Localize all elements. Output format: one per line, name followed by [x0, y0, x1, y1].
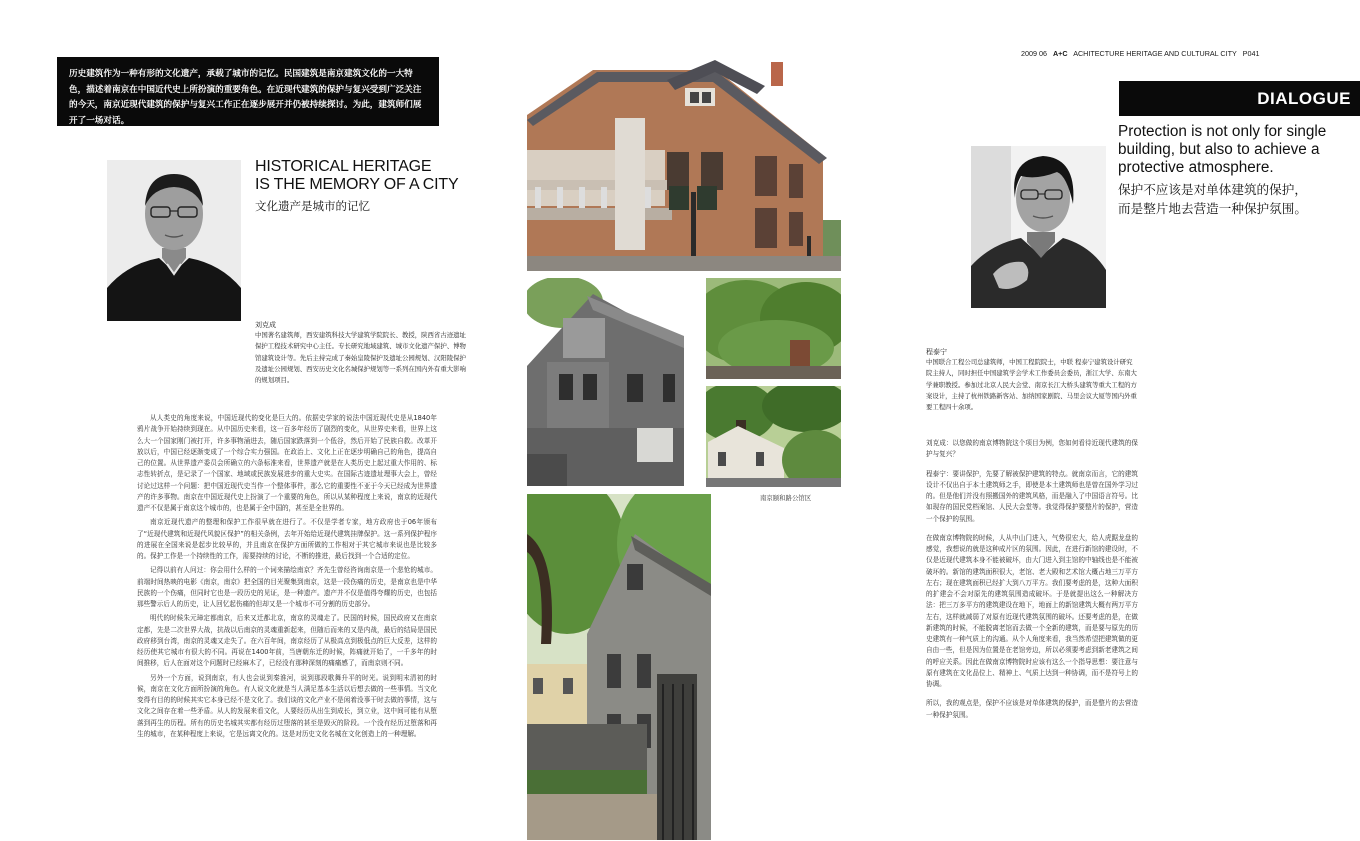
portrait-liu-kecheng — [107, 160, 241, 321]
dialogue-question: 刘克成：以您做的南京博物院这个项目为例，您如何看待近现代建筑的保护与复兴？ — [926, 439, 1138, 459]
header-section: ACHITECTURE HERITAGE AND CULTURAL CITY — [1073, 49, 1237, 58]
author-left-name: 刘克成 — [255, 321, 276, 329]
page-header — [1021, 49, 1259, 58]
intro-text: 历史建筑作为一种有形的文化遗产，承载了城市的记忆。民国建筑是南京建筑文化的一大特色，描述着南京在中国近代史上所扮演的重要角色。在近现代建筑的保护与复兴受到广泛关注的今天，南京近现代建筑的保护与复兴工作正在逐步展开并仍被持续探讨。为此，建筑师们展开了一场对话。 — [69, 69, 422, 126]
headline-cn: 文化遗产是城市的记忆 — [255, 199, 370, 213]
dialogue-answer: 程泰宁：要讲保护，先要了解被保护建筑的特点。就南京而言，它的建筑设计不仅出自于本土建筑师之手，即使是本土建筑师也是曾在国外学习过的。但是他们并没有照搬国外的建筑风格，而是融入了中国语言符号。比如现存的国民党档案馆、人民大会堂等。我觉得保护要整片的保护，营造一个保护的氛围。 — [926, 469, 1138, 523]
dialogue-answer: 所以，我的观点是，保护不应该是对单体建筑的保护，而是整片的去营造一种保护氛围。 — [926, 699, 1138, 719]
header-brand: A+C — [1052, 49, 1068, 58]
dialogue-label: DIALOGUE — [1257, 88, 1351, 108]
header-date: 2009 06 — [1021, 49, 1047, 58]
photo-caption: 南京颐和路公馆区 — [760, 494, 812, 502]
dialogue-answer: 在做南京博物院的时候，人从中山门进入，气势很宏大，给人虎踞龙盘的感觉，我想说的就是这种成片区的氛围。因此，在进行新馆的建设时，不仅是近现代建筑本身不能被破坏，由大门进入到主馆的中轴线也是不能被破坏的。新馆的建筑面积很大，老馆、老大殿和艺术馆大概占地三万平方左右；现在建筑面积已经扩大到八万平方。我们要考虑的是，这种大面积的扩建会不会对原先的建筑氛围造成破坏。于是就提出这么一种解决方法：把三万多平方的建筑建设在地下，地面上的新馆建筑大概有两万平方左右，这样就减弱了对原有近现代建筑氛围的破坏。还要考虑的是，在做新建筑的时候，不能脱离老馆而去做一个全新的建筑，而是要与原先的历史建筑有一种气质上的沟通。从个人角度来看，我当然希望把建筑做的更自由一些，但是因为位置是在老馆旁边，所以必须要考虑到新老建筑之间的呼应关系。因此在做南京博物院时应该有这么一个指导思想：要注意与原有建筑在文化品位上、精神上、气质上达到一种协调，而不是符号上的协调。 — [926, 533, 1138, 688]
author-right-bio: 中国联合工程公司总建筑师，中国工程院院士，中联 程泰宁建筑设计研究院主持人，同时担任中国建筑学会学术工作委员会委员，浙江大学、东南大学兼职教授。参加过北京人民大会堂、南京长江大桥头建筑等重大工程的方案设计，主持了杭州铁路新客站、加纳国家剧院、马里会议大厦等国内外重要工程四十余项。 — [926, 358, 1137, 412]
photo-ivy-wall — [706, 278, 841, 379]
author-right — [926, 347, 1138, 413]
author-right-name: 程泰宁 — [926, 348, 947, 356]
author-left — [255, 320, 468, 386]
portrait-cheng-taining — [971, 146, 1106, 308]
body-left — [137, 413, 437, 743]
headline-en-line1: HISTORICAL HERITAGE — [255, 158, 432, 175]
body-left-paragraph: 另外一个方面，说到南京，有人也会说到秦淮河，说到那段歌舞升平的时光。说到明末清初的时候，南京在文化方面所扮演的角色。有人说文化就是当人满足基本生活以后想去做的一些事情。当文化变得有目的的时候其实它本身已经不是文化了。我们谈的文化产业不是闲着没事干时去做的事情，这与文化之间存在着一些矛盾。从人的发展来看文化，人要经历从出生到成长，到立业，这中间可能有从堕落到再生的历程。所有的历史名城其实都有经历过堕落的甚至是毁灭的阶段。一个没有经历过堕落和再生的城市，在某种程度上来说，它是远离文化的。这是对历史文化名城在文化创造上的一种理解。 — [137, 673, 437, 738]
body-left-paragraph: 从人类史的角度来说，中国近现代的变化是巨大的。依据史学家的说法中国近现代史是从1840年鸦片战争开始持续到现在。从中国历史来看，这一百多年经历了剧烈的变化，从世界史来看，世界上这么大一个国家刚门被打开，许多事物涌进去，随后国家跌落到一个低谷，然后开始了民族自救。改革开放以后，中国已经逐渐变成了一个综合实力强国。在政治上、文化上正在逐步明确自己的角色，提高自己的位置。从世界遗产委员会所确立的六条标准来看，世界遗产就是在人类历史上起过重大作用的、标志性转折点，是记录了一个国家、地域或民族发展进步的重大史实。在国际古迹遗址理事大会上，曾经讨论过这样一个问题：把中国近现代史当作一个整体事件，那么它的重要性不亚于今天已经成为世界遗产的许多事物。南京在中国近现代史上扮演了一个重要的角色，所以从某种程度上来说，南京的近现代遗产不仅是属于南京这个城市的，也是属于全中国的，甚至是全世界的。 — [137, 414, 437, 512]
header-page-number: P041 — [1242, 49, 1260, 58]
photo-tree-house — [706, 386, 841, 487]
pull-quote-cn-line1: 保护不应该是对单体建筑的保护， — [1118, 182, 1307, 197]
photo-brick-villa — [527, 60, 841, 271]
dialogue-label-bar — [1119, 81, 1360, 116]
headline-en-line2: IS THE MEMORY OF A CITY — [255, 176, 459, 193]
intro-box — [57, 57, 439, 126]
photo-villa-gate — [527, 494, 711, 840]
body-left-paragraph: 南京近现代遗产的整理和保护工作很早就在进行了。不仅是学者专家，地方政府也于06年颁布了“近现代建筑和近现代风貌区保护”的相关条例，去年开始给近现代建筑挂牌保护。这一系列保护程序的进展在全国来说是起步比较早的，并且南京在保护方面所做的工作相对于其它城市来说也是比较多的。保护工作是一个持续性的工作，需要持续的讨论，不断的推进，最后找到一个合适的定位。 — [137, 518, 437, 560]
pull-quote-cn — [1118, 180, 1358, 218]
body-left-paragraph: 明代的时候朱元璋定都南京，后来又迁都北京，南京的灵魂走了。民国的时候，国民政府又在南京定都，先是二次世界大战，抗战以后南京的灵魂重新起来，但随后而来的又是内战，最后的结局是国民政府移到台湾，南京的灵魂又走失了。在六百年间，南京经历了从极高点到极低点的巨大反差，这样的经历使其它城市有很大的不同。再说在1400年前，当唐朝东迁的时候，阵痛就开始了，一千多年的时间推移，后人在面对这个问题时已经麻木了，已经没有那种深刻的痛痛感了，而南京则不同。 — [137, 614, 437, 668]
pull-quote-en: Protection is not only for single building, but also to achieve a protective atmosphere. — [1118, 123, 1327, 176]
headline-en — [255, 158, 485, 194]
author-left-bio: 中国著名建筑师，西安建筑科技大学建筑学院院长、教授，陕西省古迹遗址保护工程技术研究中心主任。专长研究地域建筑、城市文化遗产保护、博物馆建筑设计等。先后主持完成了秦始皇陵保护及遗址公园规划、汉阳陵保护及遗址公园规划、西安历史文化名城保护规划等一系列在国内外有重大影响的规划项目。 — [255, 331, 466, 385]
pull-quote-cn-line2: 而是整片地去营造一种保护氛围。 — [1118, 201, 1307, 216]
body-left-paragraph: 记得以前有人问过：你会用什么样的一个词来描绘南京？齐先生曾经咨询南京是一个悲怆的城市。前端时间热映的电影《南京，南京》把全国的目光聚集到南京，这是一段伤痛的历史，是南京也是中华民族的一个伤痛，但同时它也是一段历史的见证，是一种遗产。遗产并不仅是值得夸耀的历史，也包括那些警示后人的历史，让人回忆起伤痛的但却又是一个城市不可分割的历史部分。 — [137, 566, 437, 608]
photo-grey-brick-house — [527, 278, 684, 486]
body-right — [926, 438, 1138, 724]
